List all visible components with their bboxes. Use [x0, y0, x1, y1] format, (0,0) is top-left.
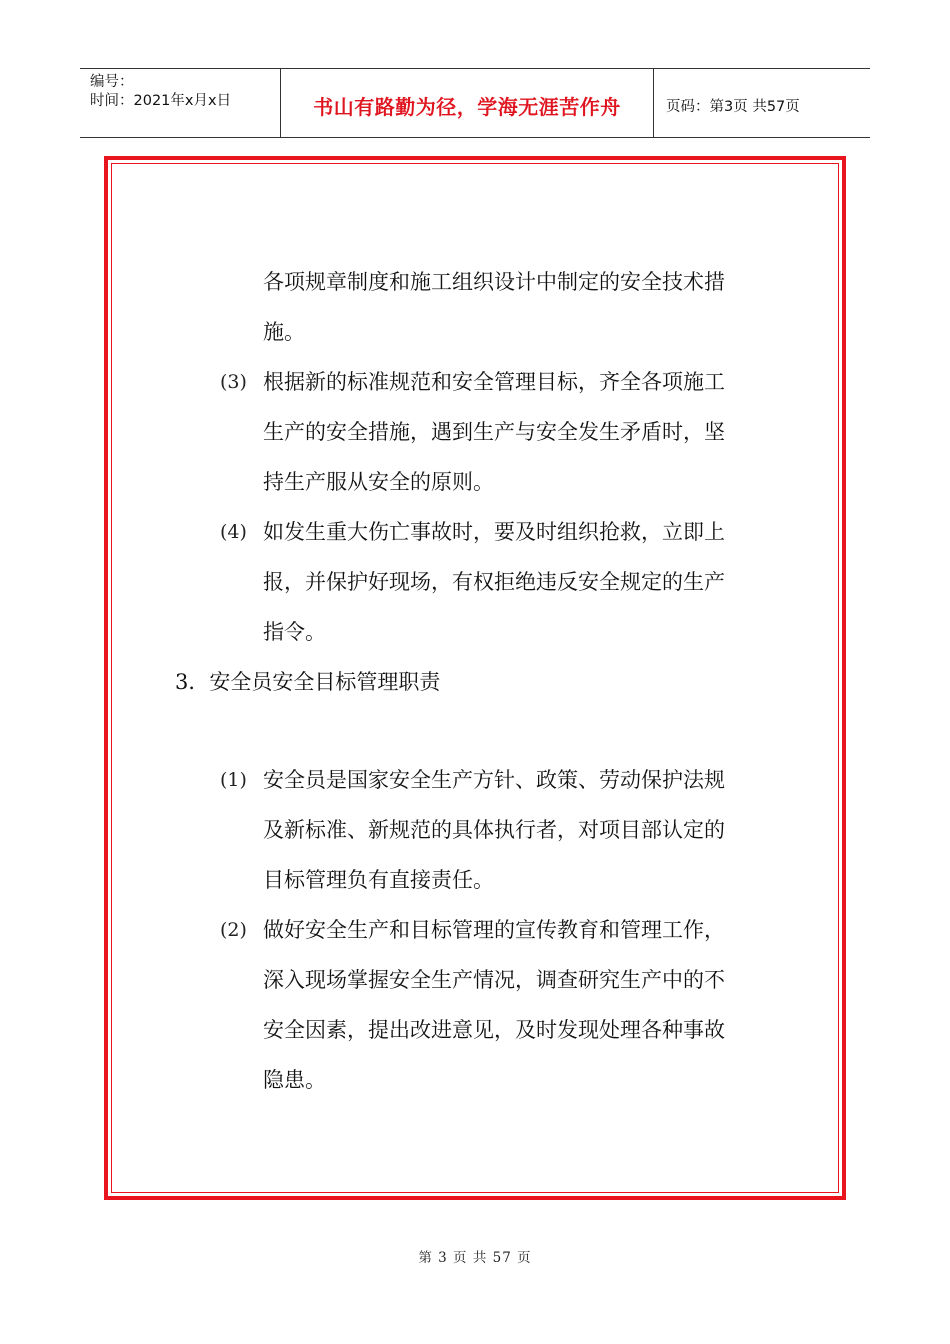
page-header: [80, 68, 870, 138]
list-item-line: 安全员是国家安全生产方针、政策、劳动保护法规: [263, 768, 725, 792]
list-item-number: (4): [220, 521, 247, 543]
list-item-line: 深入现场掌握安全生产情况，调查研究生产中的不: [263, 968, 725, 992]
list-item-line: 指令。: [263, 620, 326, 644]
list-item-line: 持生产服从安全的原则。: [263, 470, 494, 494]
list-item-line: 做好安全生产和目标管理的宣传教育和管理工作，: [263, 918, 725, 942]
list-item-number: (3): [220, 371, 247, 393]
list-item-line: 隐患。: [263, 1068, 326, 1092]
paragraph-line: 各项规章制度和施工组织设计中制定的安全技术措: [263, 270, 725, 294]
list-item-line: 及新标准、新规范的具体执行者，对项目部认定的: [263, 818, 725, 842]
header-motto-cell: [280, 69, 654, 137]
list-item-number: (1): [220, 769, 247, 791]
section-heading: 3．安全员安全目标管理职责: [175, 670, 441, 694]
header-meta-cell: [80, 69, 280, 137]
list-item-line: 生产的安全措施，遇到生产与安全发生矛盾时，坚: [263, 420, 725, 444]
page-footer: 第 3 页 共 57 页: [418, 1250, 532, 1266]
list-item-line: 根据新的标准规范和安全管理目标，齐全各项施工: [263, 370, 725, 394]
document-date: 时间：2021年x月x日: [90, 93, 232, 109]
header-page-code: 页码：第3页 共57页: [666, 99, 800, 115]
paragraph-line: 施。: [263, 320, 305, 344]
list-item-line: 安全因素，提出改进意见，及时发现处理各种事故: [263, 1018, 725, 1042]
list-item-line: 报，并保护好现场，有权拒绝违反安全规定的生产: [263, 570, 725, 594]
list-item-line: 如发生重大伤亡事故时，要及时组织抢救，立即上: [263, 520, 725, 544]
header-motto: 书山有路勤为径，学海无涯苦作舟: [313, 95, 621, 119]
header-page-cell: [654, 69, 870, 137]
list-item-number: (2): [220, 919, 247, 941]
document-number-label: 编号：: [90, 74, 134, 90]
list-item-line: 目标管理负有直接责任。: [263, 868, 494, 892]
